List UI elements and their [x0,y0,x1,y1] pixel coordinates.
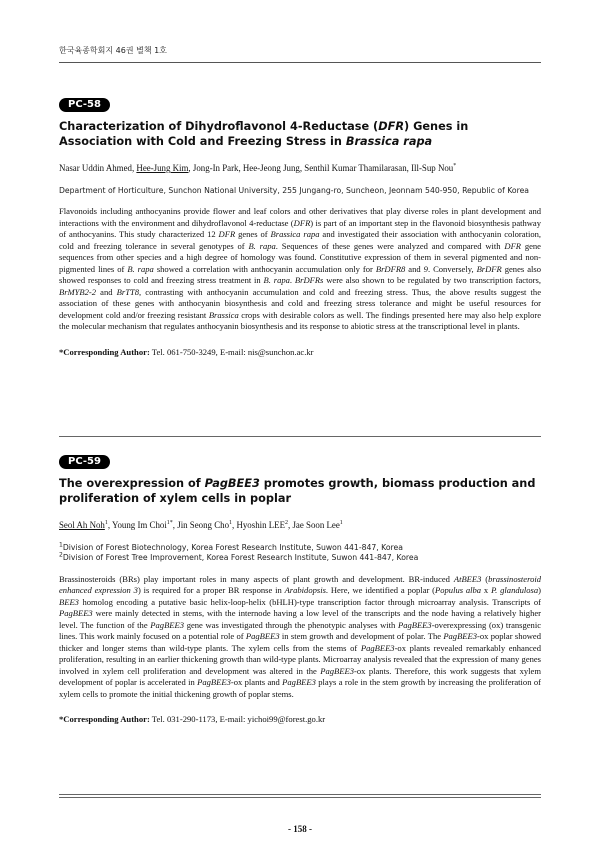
abstract-body: Brassinosteroids (BRs) play important roles in many aspects of plant growth and development. BR-induced AtBEE3 (brassinosteroid enhanced expression 3) is required for a proper BR response in Arabidopsis. Here, we identified a poplar (Populus alba x P. glandulosa) BEE3 homolog encoding a putative basic helix-loop-helix (bHLH)-type transcription factor through microarray analysis. Transcripts of PagBEE3 were mainly detected in stems, with the internode having a low level of the transcripts and the node having a relatively higher level. The function of the PagBEE3 gene was investigated through the phenotypic analyses with PagBEE3-overexpressing (ox) transgenic lines. This work mainly focused on a potential role of PagBEE3 in stem growth and development of polar. The PagBEE3-ox poplar showed thicker and longer stems than wild-type plants. The xylem cells from the stems of PagBEE3-ox plants revealed remarkably enhanced proliferation, resulting in an earlier thickening growth than wild-type plants. Microarray analysis revealed that the expression of many genes involved in xylem cell proliferation and development was altered in the PagBEE3-ox plants. Therefore, this work suggests that xylem development of poplar is accelerated in PagBEE3-ox plants and PagBEE3 plays a role in the stem growth by increasing the proliferation of xylem cells to promote the initial thickening growth of poplar stems. [59,573,542,699]
affiliation: $^1$Division of Forest Biotechnology, Korea Forest Research Institute, Suwon 441-847, Korea $^2$Division of Forest Tree Improvement, Korea Forest Research Institute, Suwon 441-847, Korea [59,541,419,563]
abstract-pc59 [59,451,541,724]
page-number: - 158 - [288,824,312,834]
section-divider [59,797,541,798]
corresponding-author: *Corresponding Author: Tel. 031-290-1173, E-mail: yichoi99@forest.go.kr [59,714,326,725]
journal-header: 한국육종학회지 46권 별책 1호 [59,46,167,55]
author-list: Seol Ah Noh$^1$, Young Im Choi$^{1*}$, Jin Seong Cho$^1$, Hyoshin LEE$^2$, Jae Soon Lee$^1$ [59,520,343,530]
section-divider [59,436,541,437]
abstract-badge: PC-59 [59,455,110,469]
header-divider [59,62,541,63]
corresponding-author: *Corresponding Author: Tel. 061-750-3249, E-mail: nis@sunchon.ac.kr [59,346,314,357]
abstract-body: Flavonoids including anthocyanins provide flower and leaf colors and other derivatives that play diverse roles in plant development and interactions with the environment and dihydroflavonol 4-reductase (DFR) is part of an important step in the flavonoid biosynthesis pathway of anthocyanins. This study characterized 12 DFR genes of Brassica rapa and investigated their association with anthocyanin coloration, cold and freezing tolerance in several genotypes of B. rapa. Sequences of these genes were analyzed and compared with DFR gene sequences from other species and a high degree of homology was found. Constitutive expression of them in several pigmented and non-pigmented lines of B. rapa showed a correlation with anthocyanin accumulation only for BrDFR8 and 9. Conversely, BrDFR genes also showed responses to cold and freezing stress treatment in B. rapa. BrDFRs were also shown to be regulated by two transcription factors, BrMYB2-2 and BrTT8, contrasting with anthocyanin accumulation and cold and freezing stress. Thus, the above results suggest the association of these genes with anthocyanin biosynthesis and cold and freezing stress tolerance and might be useful resources for development cold and/or freezing resistant Brassica crops with desirable colors as well. The findings presented here may also help explore the molecular mechanism that regulates anthocyanin biosynthesis and its response to abiotic stress at the transcriptional level in plants. [59,206,542,332]
abstract-pc58 [59,94,541,357]
author-list: Nasar Uddin Ahmed, Hee-Jung Kim, Jong-In Park, Hee-Jeong Jung, Senthil Kumar Thamilarasan, Ill-Sup Nou* [59,163,457,173]
affiliation: Department of Horticulture, Sunchon National University, 255 Jungang-ro, Suncheon, Jeonnam 540-950, Republic of Korea [59,186,530,195]
section-divider [59,794,541,795]
abstract-title: The overexpression of PagBEE3 promotes growth, biomass production and proliferation of xylem cells in poplar [59,477,536,505]
abstract-badge: PC-58 [59,98,110,112]
abstract-title: Characterization of Dihydroflavonol 4-Reductase (DFR) Genes in Association with Cold and Freezing Stress in Brassica rapa [59,120,469,148]
